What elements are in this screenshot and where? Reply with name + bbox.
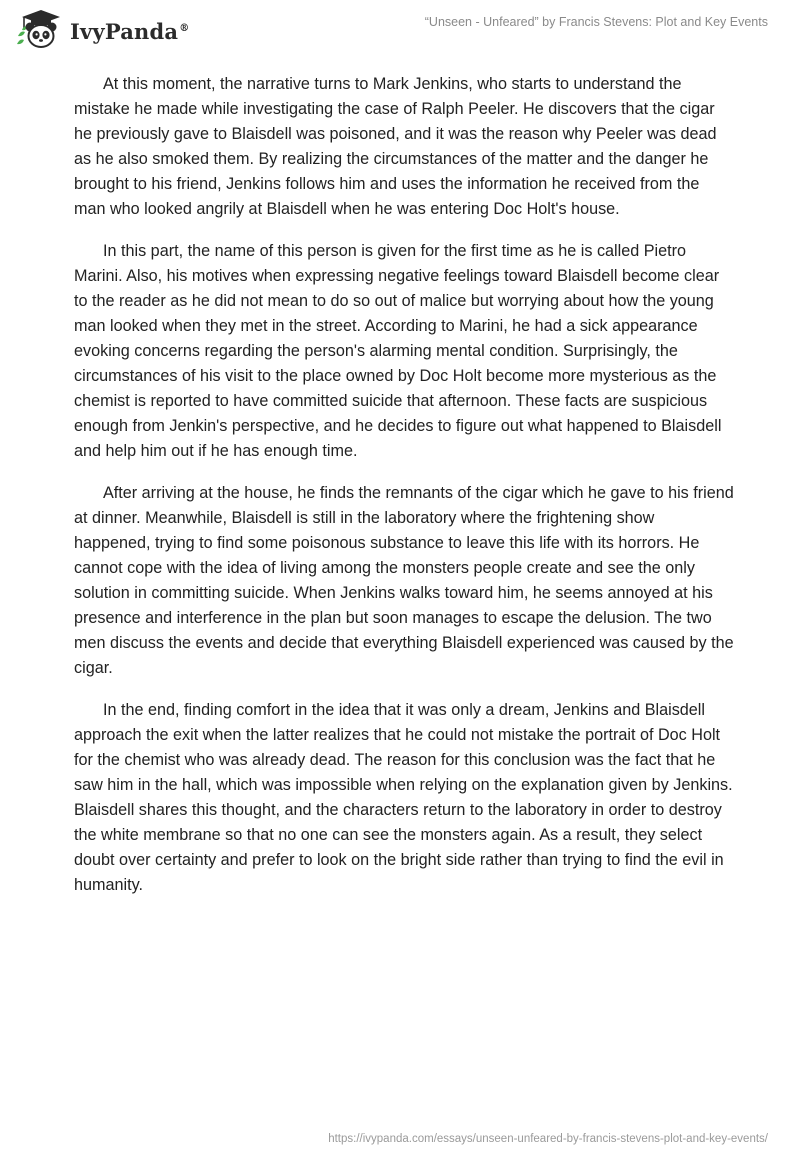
panda-graduate-icon	[14, 8, 64, 50]
paragraph: In this part, the name of this person is given for the first time as he is called Pietro Marini. Also, his motives when expressing negative feelings toward Blaisdell become clear to the reader as he did not mean to do so out of malice but worrying about how the young man looked when they met in the street. According to Marini, he had a sick appearance evoking concerns regarding the person's alarming mental condition. Surprisingly, the circumstances of his visit to the place owned by Doc Holt become more mysterious as the chemist is reported to have committed suicide that afternoon. These facts are suspicious enough from Jenkin's perspective, and he decides to figure out what happened to Blaisdell and help him out if he has enough time.	[74, 242, 722, 460]
paragraph: At this moment, the narrative turns to Mark Jenkins, who starts to understand the mistake he made while investigating the case of Ralph Peeler. He discovers that the cigar he previously gave to Blaisdell was poisoned, and it was the reason why Peeler was dead as he also smoked them. By realizing the circumstances of the matter and the danger he brought to his friend, Jenkins follows him and uses the information he received from the man who looked angrily at Blaisdell when he was entering Doc Holt's house.	[74, 75, 717, 218]
essay-body	[74, 72, 734, 915]
paragraph: After arriving at the house, he finds the remnants of the cigar which he gave to his friend at dinner. Meanwhile, Blaisdell is still in the laboratory where the frightening show happened, trying to find some poisonous substance to leave this life with its horrors. He cannot cope with the idea of living among the monsters people create and see the only solution in committing suicide. When Jenkins walks toward him, he seems annoyed at his presence and interference in the plan but soon manages to escape the delusion. The two men discuss the events and decide that everything Blaisdell experienced was caused by the cigar.	[74, 484, 734, 677]
ivypanda-logo[interactable]	[14, 8, 189, 50]
logo-wordmark	[70, 19, 189, 44]
logo-name: IvyPanda	[70, 18, 179, 44]
page-header	[0, 0, 800, 60]
paragraph: In the end, finding comfort in the idea that it was only a dream, Jenkins and Blaisdell approach the exit when the latter realizes that he could not mistake the portrait of Doc Holt for the chemist who was already dead. The reason for this conclusion was the fact that he saw him in the hall, which was impossible when relying on the explanation given by Jenkins. Blaisdell shares this thought, and the characters return to the laboratory in order to destroy the white membrane so that no one can see the monsters again. As a result, they select doubt over certainty and prefer to look on the bright side rather than trying to find the evil in humanity.	[74, 701, 733, 894]
source-url[interactable]: https://ivypanda.com/essays/unseen-unfeared-by-francis-stevens-plot-and-key-events/	[328, 1133, 768, 1145]
document-title: “Unseen - Unfeared” by Francis Stevens: Plot and Key Events	[424, 15, 768, 29]
registered-mark: ®	[179, 22, 190, 34]
